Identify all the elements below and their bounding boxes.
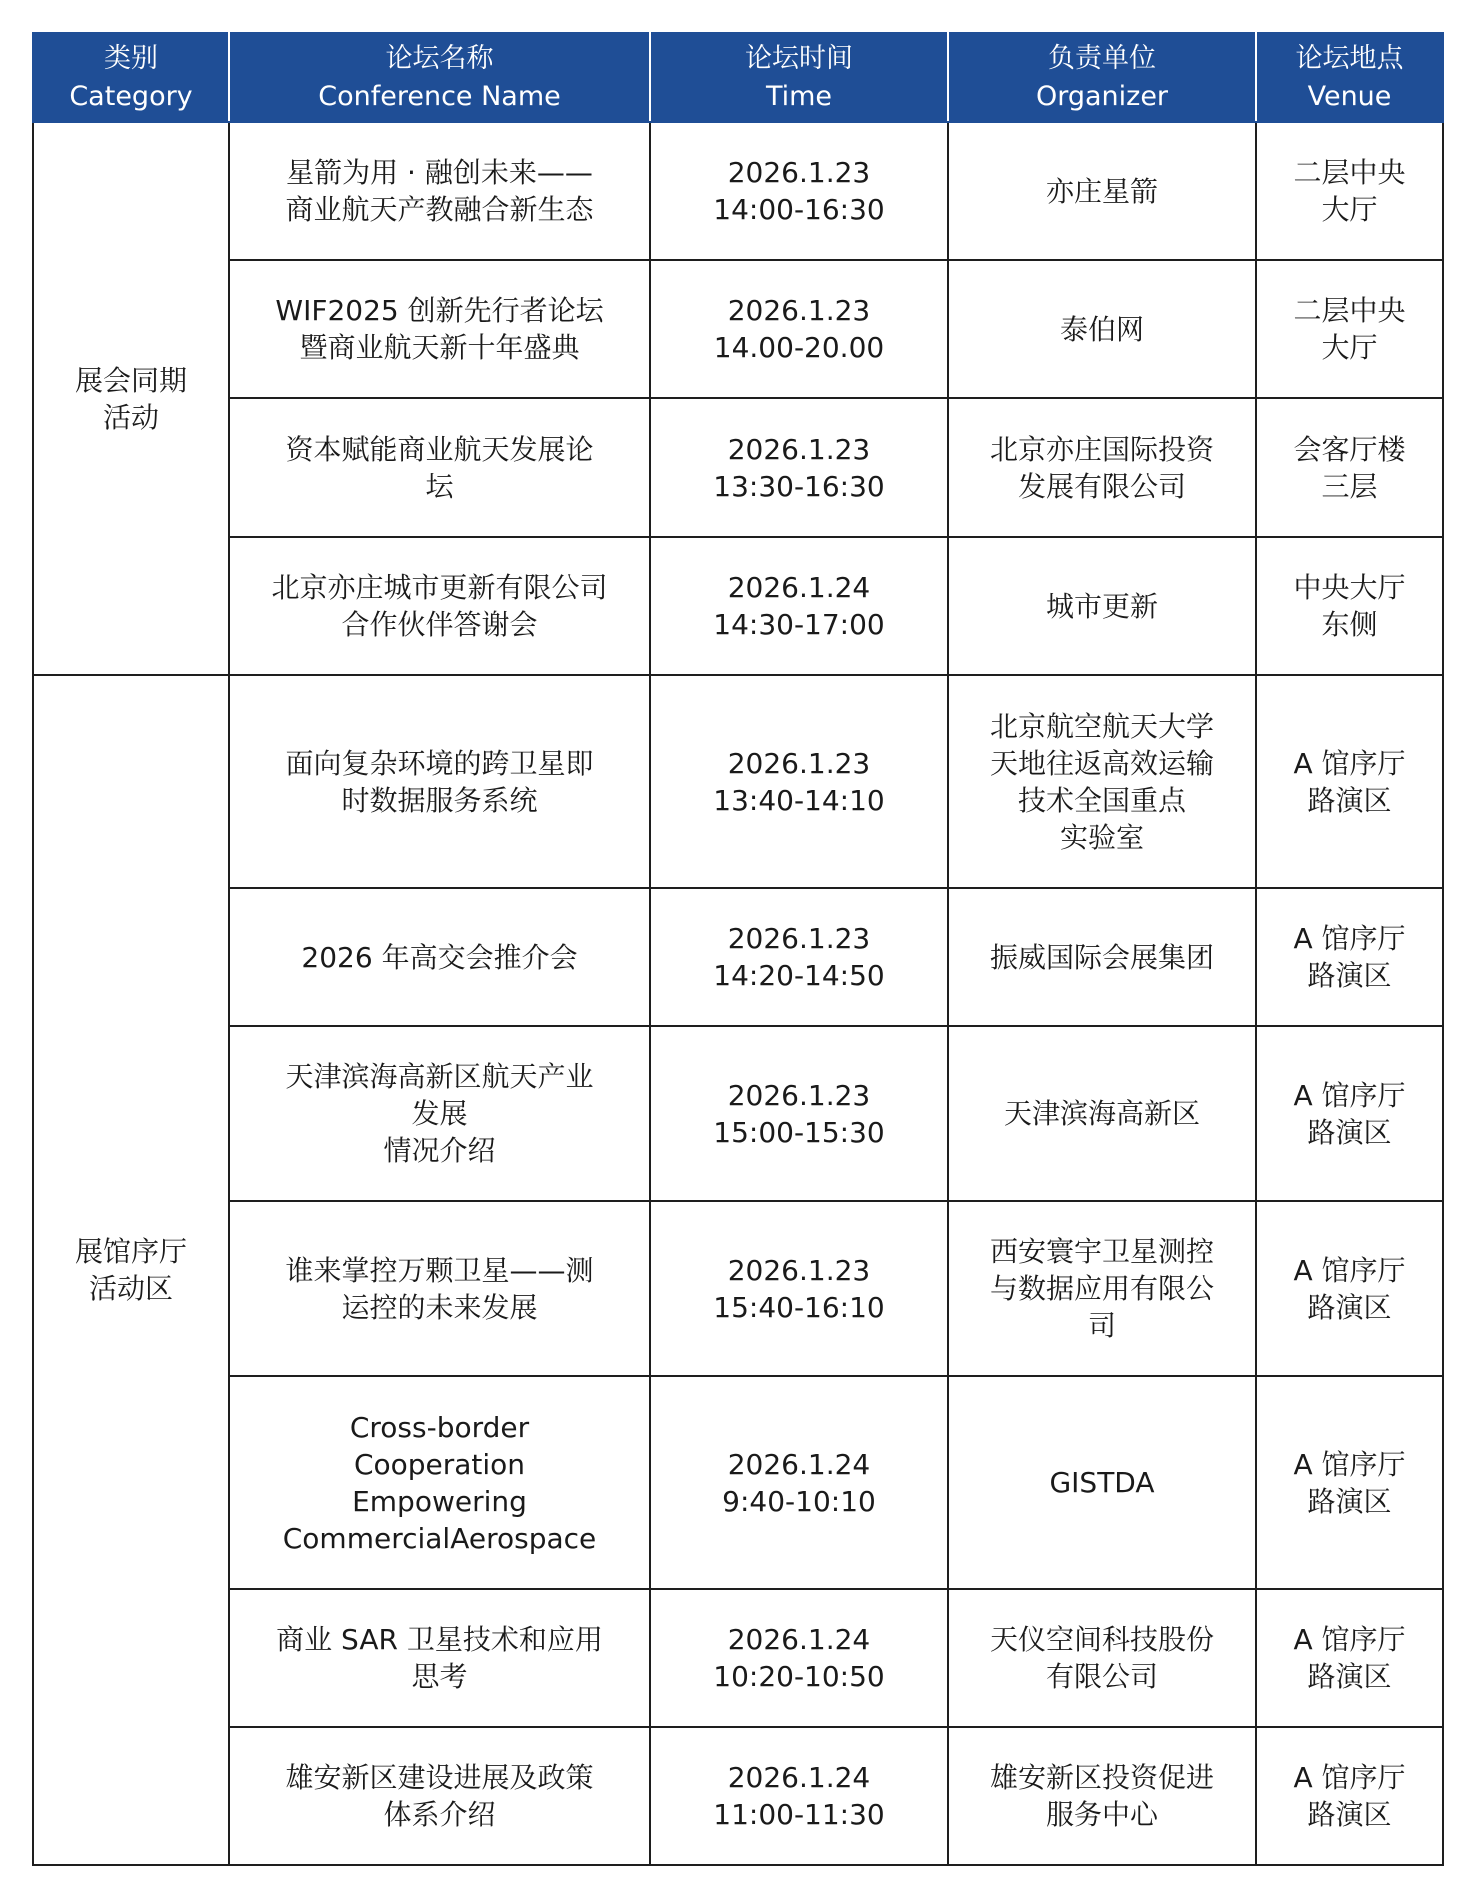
organizer-cell xyxy=(948,1201,1256,1376)
header-venue xyxy=(1256,33,1443,122)
table-row xyxy=(33,1201,1443,1376)
venue-cell xyxy=(1256,260,1443,398)
conference-name-cell xyxy=(229,1026,650,1201)
header-name-en: Conference Name xyxy=(318,80,561,112)
organizer-cell-line: 北京亦庄国际投资 xyxy=(989,432,1214,466)
time-cell-line: 2026.1.23 xyxy=(727,432,871,466)
time-cell xyxy=(650,1376,948,1589)
time-cell xyxy=(650,1727,948,1865)
table-row xyxy=(33,398,1443,537)
venue-cell-line: 二层中央 xyxy=(1293,156,1406,189)
conference-name-cell-line: 天津滨海高新区航天产业 xyxy=(285,1060,594,1093)
organizer-cell-line: 天仪空间科技股份 xyxy=(989,1623,1214,1656)
venue-cell xyxy=(1256,122,1443,260)
conference-name-cell xyxy=(229,122,650,260)
venue-cell-line: 路演区 xyxy=(1307,1484,1392,1518)
conference-name-cell-line: Cooperation xyxy=(353,1447,526,1481)
header-time-cn: 论坛时间 xyxy=(745,42,853,74)
conference-name-cell-line: CommercialAerospace xyxy=(282,1521,597,1555)
time-cell-line: 14:20-14:50 xyxy=(713,959,885,992)
time-cell-line: 2026.1.23 xyxy=(727,922,871,955)
venue-cell-line: A 馆序厅 xyxy=(1293,1078,1406,1112)
venue-cell xyxy=(1256,675,1443,888)
venue-cell-line: 路演区 xyxy=(1307,783,1392,817)
time-cell xyxy=(650,675,948,888)
conference-name-cell-line: 商业航天产教融合新生态 xyxy=(285,193,594,226)
category-cell xyxy=(33,122,229,675)
venue-cell xyxy=(1256,398,1443,537)
time-cell-line: 9:40-10:10 xyxy=(722,1484,876,1518)
time-cell-line: 10:20-10:50 xyxy=(713,1660,885,1693)
organizer-cell-line: 城市更新 xyxy=(1045,589,1158,623)
time-cell-line: 11:00-11:30 xyxy=(713,1798,885,1831)
header-category-cn: 类别 xyxy=(104,42,158,74)
header-conference-name xyxy=(229,33,650,122)
organizer-cell-line: GISTDA xyxy=(1049,1466,1155,1499)
conference-name-cell-line: 星箭为用 · 融创未来—— xyxy=(286,156,593,189)
organizer-cell-line: 技术全国重点 xyxy=(1017,783,1186,817)
header-organizer xyxy=(948,33,1256,122)
time-cell-line: 14.00-20.00 xyxy=(713,331,885,364)
category-cell-line: 活动 xyxy=(102,400,159,434)
category-cell-line: 展馆序厅 xyxy=(74,1235,187,1268)
conference-name-cell xyxy=(229,1589,650,1727)
time-cell xyxy=(650,888,948,1026)
conference-name-cell-line: 发展 xyxy=(411,1097,468,1130)
conference-name-cell-line: 合作伙伴答谢会 xyxy=(341,608,538,641)
organizer-cell-line: 天津滨海高新区 xyxy=(1003,1097,1200,1130)
venue-cell-line: A 馆序厅 xyxy=(1293,1761,1406,1794)
venue-cell-line: 路演区 xyxy=(1307,1798,1392,1831)
venue-cell-line: 二层中央 xyxy=(1293,294,1406,327)
venue-cell-line: A 馆序厅 xyxy=(1293,1253,1406,1287)
header-name-cn: 论坛名称 xyxy=(385,42,494,74)
venue-cell xyxy=(1256,888,1443,1026)
venue-cell-line: 会客厅楼 xyxy=(1293,432,1406,466)
table-row xyxy=(33,888,1443,1026)
conference-name-cell-line: 思考 xyxy=(411,1660,468,1693)
time-cell xyxy=(650,1589,948,1727)
organizer-cell xyxy=(948,398,1256,537)
conference-name-cell xyxy=(229,260,650,398)
header-category-en: Category xyxy=(69,80,193,112)
category-cell xyxy=(33,675,229,1865)
table-row xyxy=(33,1727,1443,1865)
conference-name-cell xyxy=(229,1727,650,1865)
header-category xyxy=(33,33,229,122)
organizer-cell-line: 与数据应用有限公 xyxy=(989,1272,1214,1305)
organizer-cell-line: 振威国际会展集团 xyxy=(989,940,1214,974)
venue-cell-line: A 馆序厅 xyxy=(1293,922,1406,955)
venue-cell-line: 路演区 xyxy=(1307,959,1392,992)
table-row xyxy=(33,1026,1443,1201)
time-cell xyxy=(650,260,948,398)
organizer-cell-line: 天地往返高效运输 xyxy=(989,746,1214,780)
table-header xyxy=(33,33,1443,122)
venue-cell-line: 路演区 xyxy=(1307,1660,1392,1693)
header-time-en: Time xyxy=(765,80,833,112)
organizer-cell-line: 亦庄星箭 xyxy=(1045,174,1158,208)
time-cell xyxy=(650,537,948,675)
venue-cell-line: 路演区 xyxy=(1307,1115,1392,1149)
organizer-cell-line: 西安寰宇卫星测控 xyxy=(989,1235,1214,1268)
time-cell-line: 2026.1.23 xyxy=(727,746,871,780)
header-time xyxy=(650,33,948,122)
conference-name-cell xyxy=(229,888,650,1026)
time-cell-line: 2026.1.23 xyxy=(727,1078,871,1112)
conference-name-cell-line: 暨商业航天新十年盛典 xyxy=(299,331,580,364)
time-cell-line: 2026.1.24 xyxy=(727,1447,871,1481)
forum-schedule-table-wrap xyxy=(32,32,1442,1866)
conference-name-cell xyxy=(229,675,650,888)
conference-name-cell-line: 体系介绍 xyxy=(383,1798,496,1831)
header-row xyxy=(33,33,1443,122)
table-row xyxy=(33,537,1443,675)
forum-schedule-table xyxy=(32,32,1444,1866)
venue-cell-line: A 馆序厅 xyxy=(1293,746,1406,780)
conference-name-cell-line: 谁来掌控万颗卫星——测 xyxy=(285,1253,594,1287)
venue-cell xyxy=(1256,1589,1443,1727)
time-cell-line: 15:00-15:30 xyxy=(713,1115,885,1149)
organizer-cell-line: 发展有限公司 xyxy=(1017,469,1186,503)
time-cell xyxy=(650,1201,948,1376)
conference-name-cell xyxy=(229,398,650,537)
organizer-cell xyxy=(948,1376,1256,1589)
table-row xyxy=(33,675,1443,888)
venue-cell-line: 三层 xyxy=(1321,469,1378,503)
table-body xyxy=(33,122,1443,1865)
organizer-cell-line: 雄安新区投资促进 xyxy=(989,1761,1214,1794)
conference-name-cell-line: Empowering xyxy=(352,1484,527,1518)
time-cell xyxy=(650,398,948,537)
time-cell xyxy=(650,1026,948,1201)
table-row xyxy=(33,1376,1443,1589)
time-cell-line: 2026.1.23 xyxy=(727,1253,871,1287)
organizer-cell xyxy=(948,122,1256,260)
organizer-cell-line: 泰伯网 xyxy=(1059,312,1144,346)
organizer-cell-line: 北京航空航天大学 xyxy=(989,709,1214,743)
category-cell-line: 展会同期 xyxy=(74,363,187,397)
time-cell-line: 14:30-17:00 xyxy=(713,608,885,641)
time-cell-line: 14:00-16:30 xyxy=(713,193,885,226)
conference-name-cell-line: 2026 年高交会推介会 xyxy=(301,940,578,974)
venue-cell-line: 大厅 xyxy=(1321,331,1378,364)
organizer-cell xyxy=(948,675,1256,888)
venue-cell-line: 路演区 xyxy=(1307,1290,1392,1324)
organizer-cell xyxy=(948,1727,1256,1865)
header-organizer-en: Organizer xyxy=(1035,80,1169,112)
time-cell-line: 13:40-14:10 xyxy=(713,783,885,817)
venue-cell xyxy=(1256,1201,1443,1376)
header-venue-cn: 论坛地点 xyxy=(1295,42,1404,74)
venue-cell xyxy=(1256,1727,1443,1865)
organizer-cell xyxy=(948,1589,1256,1727)
organizer-cell xyxy=(948,888,1256,1026)
conference-name-cell-line: Cross-border xyxy=(349,1410,530,1444)
conference-name-cell-line: 雄安新区建设进展及政策 xyxy=(285,1761,594,1794)
organizer-cell-line: 服务中心 xyxy=(1045,1798,1158,1831)
time-cell-line: 2026.1.24 xyxy=(727,571,871,604)
table-row xyxy=(33,1589,1443,1727)
table-row xyxy=(33,122,1443,260)
venue-cell-line: 中央大厅 xyxy=(1293,571,1406,604)
time-cell-line: 13:30-16:30 xyxy=(713,469,885,503)
organizer-cell-line: 有限公司 xyxy=(1045,1660,1158,1693)
time-cell-line: 2026.1.23 xyxy=(727,294,871,327)
category-cell-line: 活动区 xyxy=(88,1272,173,1305)
time-cell-line: 15:40-16:10 xyxy=(713,1290,885,1324)
venue-cell xyxy=(1256,1376,1443,1589)
conference-name-cell xyxy=(229,537,650,675)
time-cell-line: 2026.1.24 xyxy=(727,1623,871,1656)
header-venue-en: Venue xyxy=(1307,80,1392,112)
conference-name-cell xyxy=(229,1201,650,1376)
conference-name-cell-line: 情况介绍 xyxy=(383,1134,496,1167)
venue-cell xyxy=(1256,1026,1443,1201)
time-cell-line: 2026.1.23 xyxy=(727,156,871,189)
venue-cell-line: 大厅 xyxy=(1321,193,1378,226)
organizer-cell xyxy=(948,260,1256,398)
venue-cell-line: 东侧 xyxy=(1321,608,1378,641)
venue-cell xyxy=(1256,537,1443,675)
time-cell xyxy=(650,122,948,260)
conference-name-cell-line: WIF2025 创新先行者论坛 xyxy=(275,294,604,327)
conference-name-cell-line: 商业 SAR 卫星技术和应用 xyxy=(276,1623,603,1656)
conference-name-cell-line: 时数据服务系统 xyxy=(341,783,538,817)
conference-name-cell-line: 坛 xyxy=(425,469,454,503)
venue-cell-line: A 馆序厅 xyxy=(1293,1623,1406,1656)
conference-name-cell-line: 面向复杂环境的跨卫星即 xyxy=(285,746,594,780)
conference-name-cell xyxy=(229,1376,650,1589)
conference-name-cell-line: 运控的未来发展 xyxy=(341,1290,538,1324)
conference-name-cell-line: 资本赋能商业航天发展论 xyxy=(285,432,594,466)
header-organizer-cn: 负责单位 xyxy=(1048,42,1156,74)
table-row xyxy=(33,260,1443,398)
venue-cell-line: A 馆序厅 xyxy=(1293,1447,1406,1481)
organizer-cell xyxy=(948,1026,1256,1201)
organizer-cell-line: 实验室 xyxy=(1059,820,1144,854)
organizer-cell-line: 司 xyxy=(1087,1309,1116,1342)
organizer-cell xyxy=(948,537,1256,675)
time-cell-line: 2026.1.24 xyxy=(727,1761,871,1794)
conference-name-cell-line: 北京亦庄城市更新有限公司 xyxy=(271,571,608,604)
